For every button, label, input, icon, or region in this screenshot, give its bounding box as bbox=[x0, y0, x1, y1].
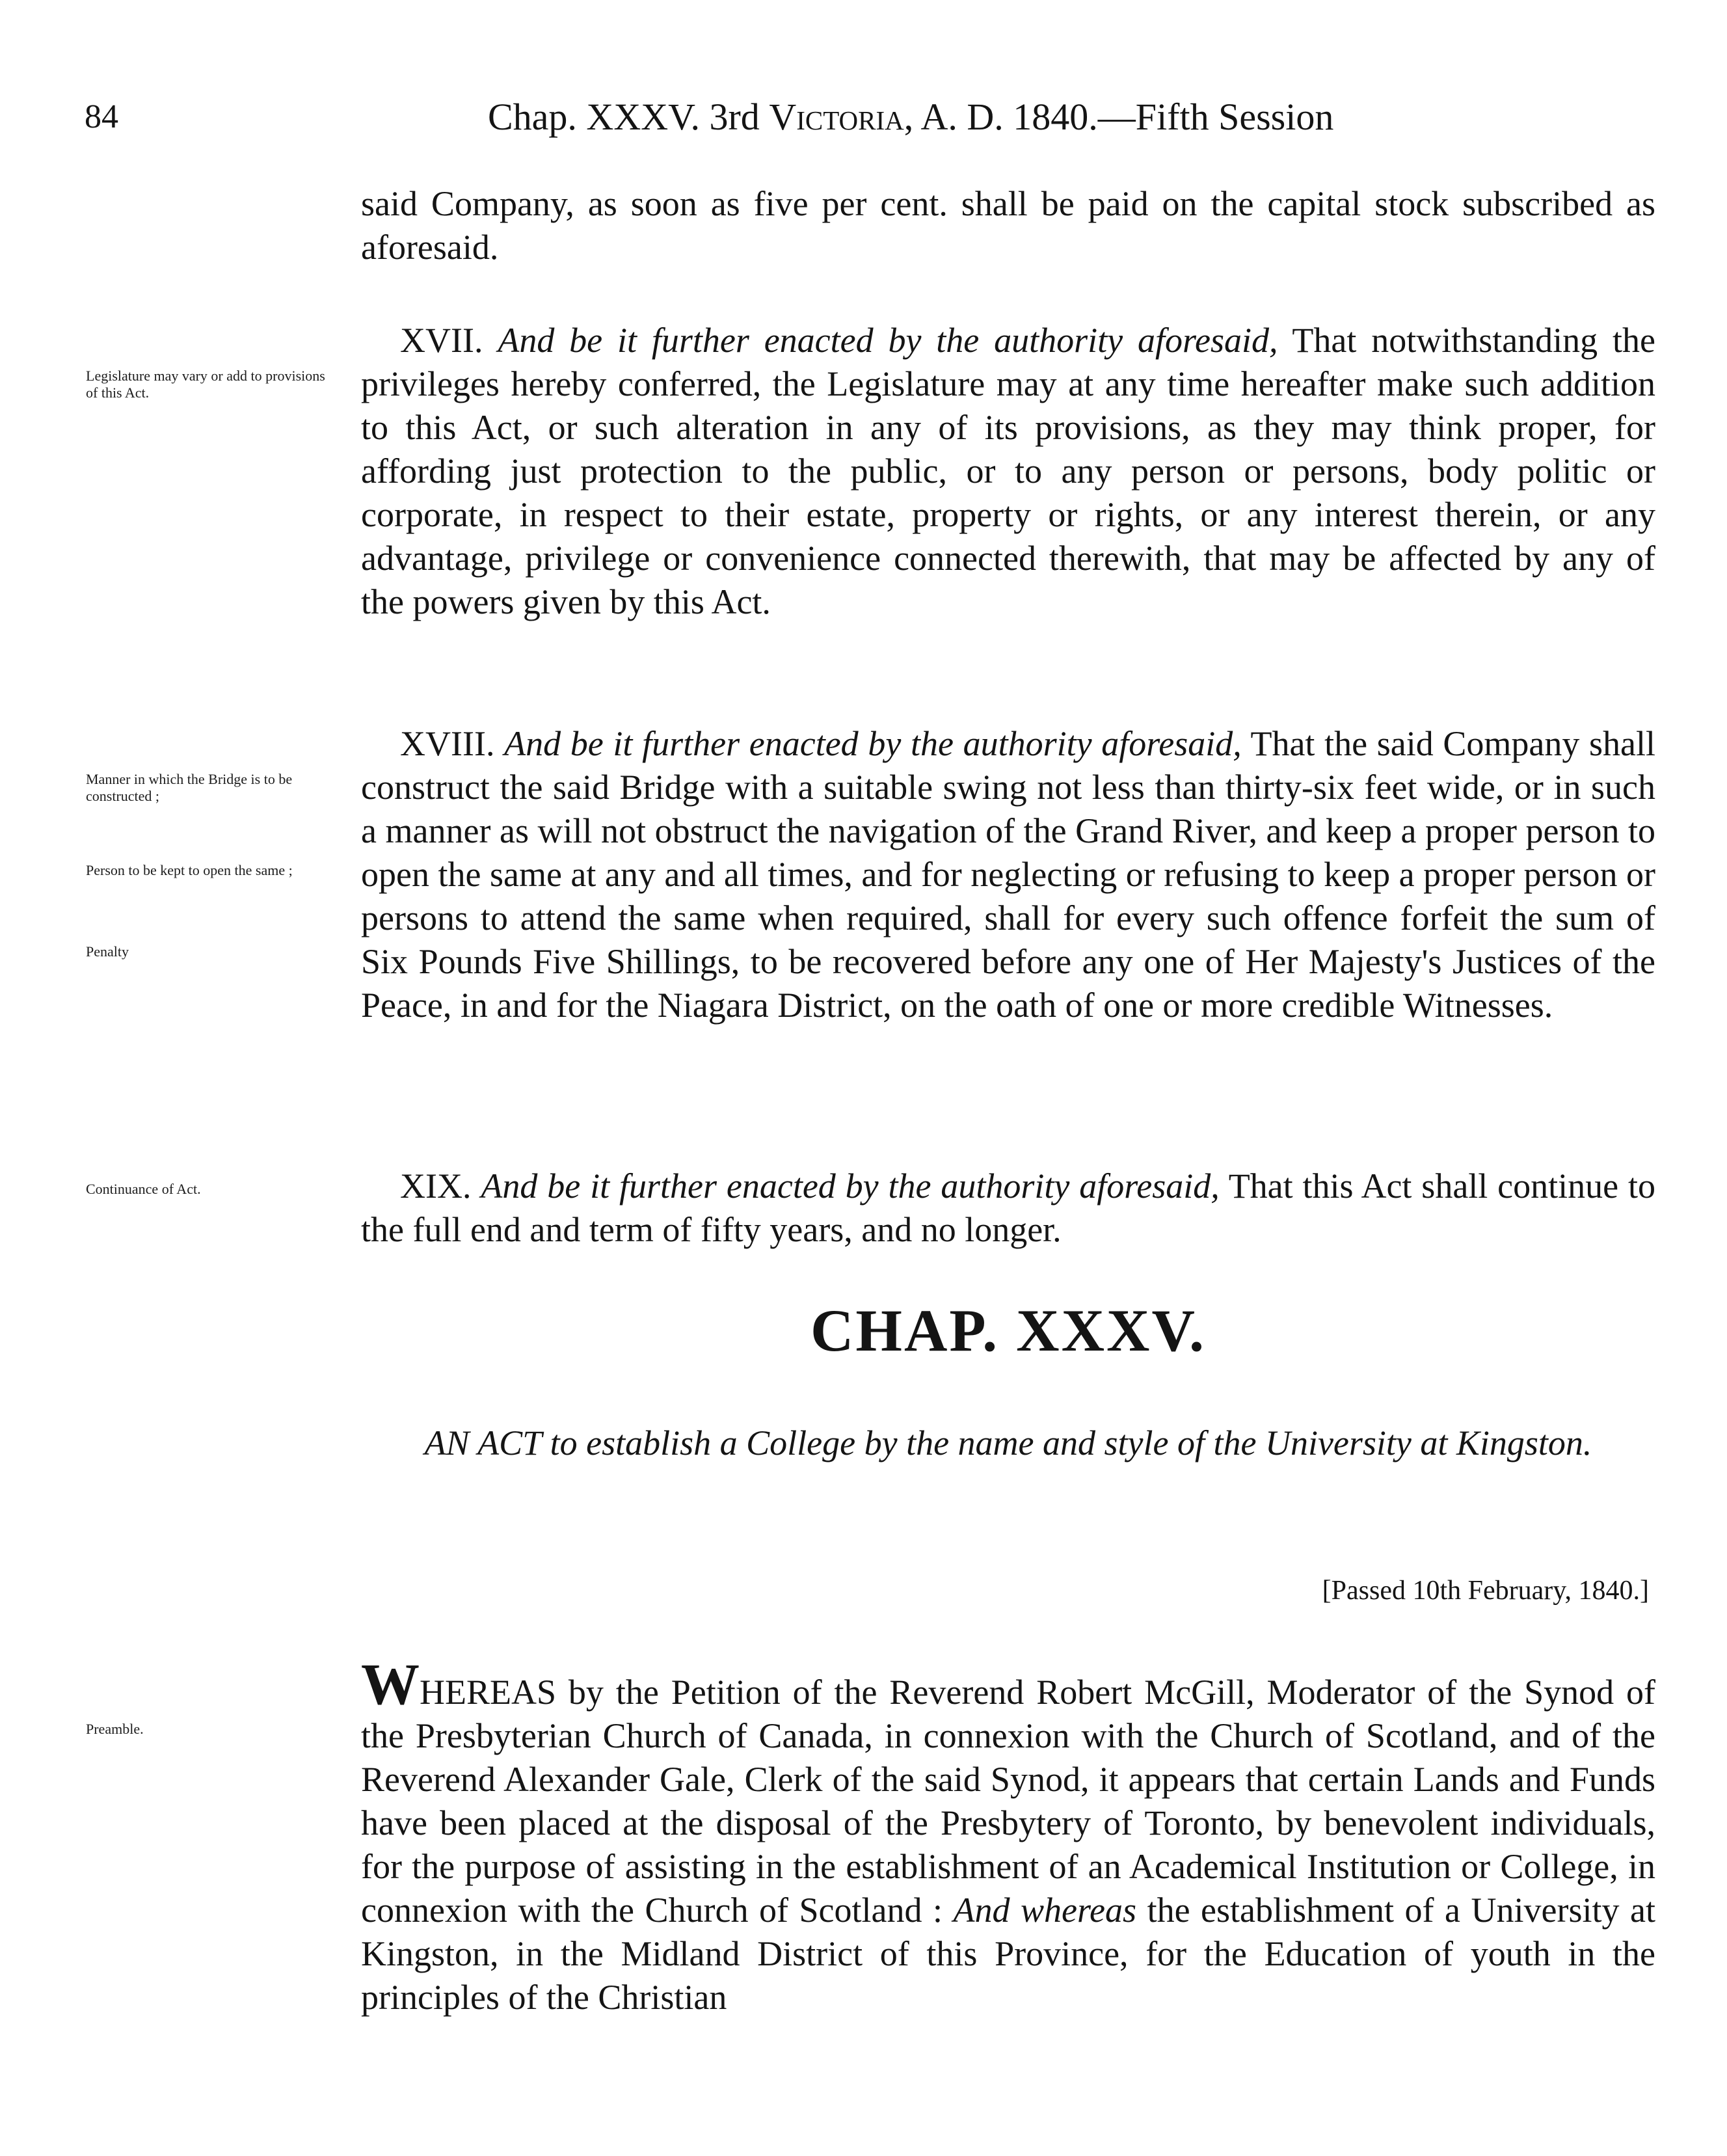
section-18-number: XVIII. bbox=[400, 724, 495, 763]
running-head-prefix: Chap. XXXV. 3rd bbox=[488, 96, 770, 138]
running-head-suffix: , A. D. 1840.—Fifth Session bbox=[904, 96, 1334, 138]
section-17-enacting-clause: And be it further enacted by the authority aforesaid, bbox=[498, 321, 1278, 360]
margin-note-legislature: Legislature may vary or add to provisions of this Act. bbox=[86, 368, 325, 401]
continuation-text: said Company, as soon as five per cent. shall be paid on the capital stock subscribed as aforesaid. bbox=[361, 184, 1655, 267]
margin-note-bridge-construction: Manner in which the Bridge is to be constructed ; bbox=[86, 771, 293, 804]
page-number: 84 bbox=[85, 98, 118, 135]
preamble-text-a: HEREAS by the Petition of the Reverend Robert McGill, Moderator of the Synod of the Presbyterian Church of Canada, in connexion with the Church of Scotland, and of the Reverend Alexander Gale, Clerk of the said Synod, it appears that certain Lands and Funds have been placed at the disposal of the Presbytery of Toronto, by benevolent individuals, for the purpose of assisting in the establishment of an Academical Institution or College, in connexion with the Church of Scotland : bbox=[361, 1673, 1655, 1930]
preamble-paragraph bbox=[361, 1652, 1656, 2019]
preamble-text-b: the establishment of a University at Kingston, in the Midland District of this Province, for the Education of youth in the principles of the Christian bbox=[361, 1891, 1656, 2017]
section-17 bbox=[361, 319, 1655, 624]
preamble-dropcap: W bbox=[361, 1652, 420, 1717]
section-19 bbox=[361, 1165, 1655, 1252]
margin-note-person-kept: Person to be kept to open the same ; bbox=[86, 862, 293, 878]
section-18-paragraph bbox=[361, 722, 1655, 1027]
section-18 bbox=[361, 722, 1655, 1027]
section-19-enacting-clause: And be it further enacted by the authority aforesaid, bbox=[481, 1166, 1220, 1206]
margin-note-preamble: Preamble. bbox=[86, 1721, 144, 1737]
section-19-number: XIX. bbox=[400, 1166, 472, 1206]
section-18-enacting-clause: And be it further enacted by the authority aforesaid, bbox=[504, 724, 1242, 763]
margin-note-penalty: Penalty bbox=[86, 943, 129, 960]
chapter-title: CHAP. XXXV. bbox=[810, 1297, 1207, 1364]
section-17-number: XVII. bbox=[400, 321, 483, 360]
preamble-whereas: And whereas bbox=[953, 1891, 1137, 1930]
running-head-victoria: Victoria bbox=[769, 96, 904, 138]
margin-note-continuance: Continuance of Act. bbox=[86, 1181, 201, 1197]
continuation-paragraph bbox=[361, 182, 1655, 269]
section-19-paragraph bbox=[361, 1165, 1655, 1252]
act-title: AN ACT to establish a College by the name and style of the University at Kingston. bbox=[424, 1423, 1592, 1462]
running-head bbox=[488, 96, 1333, 138]
section-17-text: That notwithstanding the privileges hereby conferred, the Legislature may at any time hereafter make such addition to this Act, or such alteration in any of its provisions, as they may think proper, for affording just protection to the public, or to any person or persons, body politic or corporate, in respect to their estate, property or rights, or any interest therein, or any advantage, privilege or convenience connected therewith, that may be affected by any of the powers given by this Act. bbox=[361, 321, 1656, 621]
section-19-text: That this Act shall continue to the full end and term of fifty years, and no longer. bbox=[361, 1166, 1656, 1249]
section-17-paragraph bbox=[361, 319, 1655, 624]
section-18-text: That the said Company shall construct the said Bridge with a suitable swing not less than thirty-six feet wide, or in such a manner as will not obstruct the navigation of the Grand River, and keep a proper person to open the same at any and all times, and for neglecting or refusing to keep a proper person or persons to attend the same when required, shall for every such offence forfeit the sum of Six Pounds Five Shillings, to be recovered before any one of Her Majesty's Justices of the Peace, in and for the Niagara District, on the oath of one or more credible Witnesses. bbox=[361, 724, 1656, 1025]
preamble bbox=[361, 1652, 1656, 2019]
passed-date: [Passed 10th February, 1840.] bbox=[1322, 1576, 1649, 1606]
